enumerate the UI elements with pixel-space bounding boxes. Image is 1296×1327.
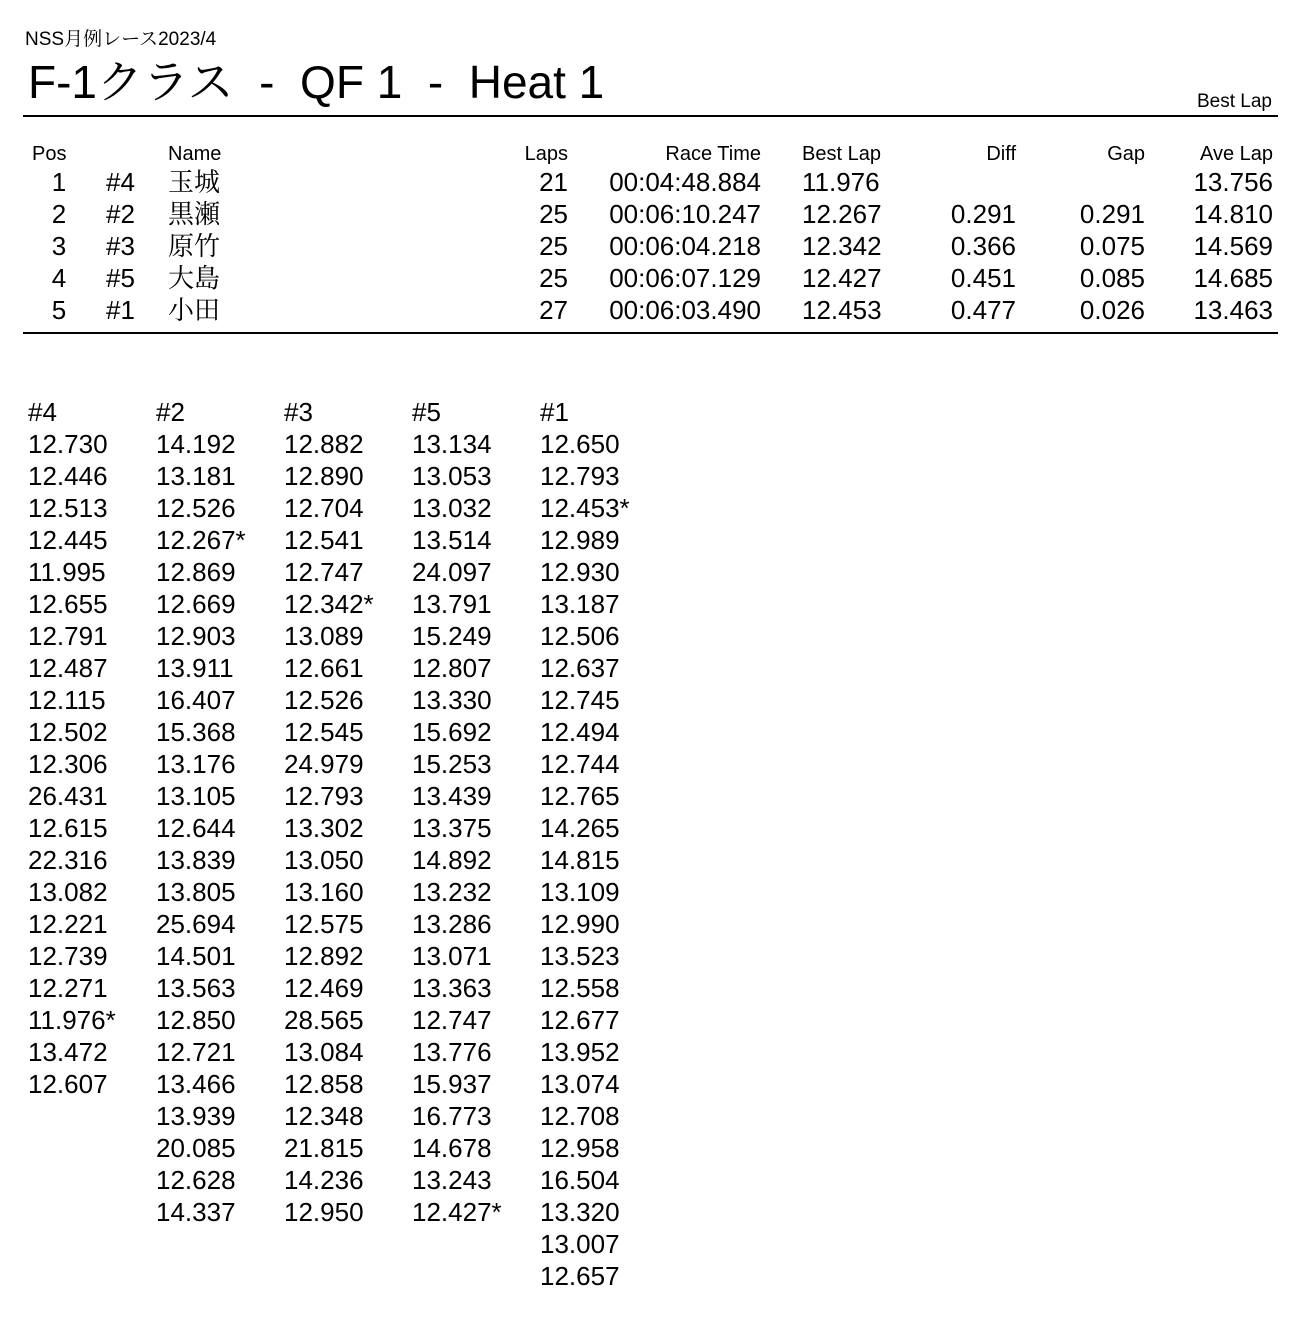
lap-time: 12.487 — [28, 653, 108, 683]
result-laps: 25 — [539, 231, 568, 261]
lap-column-car-number: #4 — [28, 397, 57, 427]
lap-time: 13.839 — [156, 845, 236, 875]
result-laps: 21 — [539, 167, 568, 197]
results-divider — [23, 332, 1278, 334]
lap-time: 12.575 — [284, 909, 364, 939]
lap-time: 12.513 — [28, 493, 108, 523]
lap-time: 12.747 — [284, 557, 364, 587]
result-best-lap: 12.453 — [802, 295, 882, 325]
lap-time: 13.109 — [540, 877, 620, 907]
lap-time: 12.669 — [156, 589, 236, 619]
result-driver-name: 黒瀬 — [168, 199, 221, 229]
lap-time: 13.791 — [412, 589, 492, 619]
lap-time: 13.375 — [412, 813, 492, 843]
lap-time: 12.445 — [28, 525, 108, 555]
lap-column-car-number: #5 — [412, 397, 441, 427]
lap-time: 12.903 — [156, 621, 236, 651]
lap-time: 21.815 — [284, 1133, 364, 1163]
lap-time: 13.302 — [284, 813, 364, 843]
lap-time: 13.466 — [156, 1069, 236, 1099]
page-title: F-1クラス - QF 1 - Heat 1 — [28, 56, 605, 108]
lap-time: 15.368 — [156, 717, 236, 747]
result-pos: 1 — [51, 167, 67, 197]
lap-time: 12.990 — [540, 909, 620, 939]
result-gap: 0.085 — [1079, 263, 1145, 293]
lap-time: 12.650 — [540, 429, 620, 459]
lap-time: 14.265 — [540, 813, 620, 843]
result-pos: 3 — [51, 231, 67, 261]
lap-time: 12.446 — [28, 461, 108, 491]
lap-time: 12.657 — [540, 1261, 620, 1291]
column-header-ave-lap: Ave Lap — [1199, 143, 1273, 165]
lap-time: 12.708 — [540, 1101, 620, 1131]
lap-time: 26.431 — [28, 781, 108, 811]
lap-time: 12.607 — [28, 1069, 108, 1099]
lap-time: 25.694 — [156, 909, 236, 939]
lap-time: 14.815 — [540, 845, 620, 875]
lap-time: 12.655 — [28, 589, 108, 619]
lap-time: 12.807 — [412, 653, 492, 683]
lap-column-car-number: #3 — [284, 397, 313, 427]
lap-time: 12.882 — [284, 429, 364, 459]
lap-time: 20.085 — [156, 1133, 236, 1163]
lap-time: 15.692 — [412, 717, 492, 747]
lap-column — [28, 396, 153, 1100]
lap-time: 14.337 — [156, 1197, 236, 1227]
lap-time: 12.545 — [284, 717, 364, 747]
lap-time: 13.363 — [412, 973, 492, 1003]
lap-time: 13.084 — [284, 1037, 364, 1067]
result-driver-name: 原竹 — [168, 231, 221, 261]
result-diff: 0.451 — [950, 263, 1016, 293]
lap-time: 12.306 — [28, 749, 108, 779]
lap-time: 12.221 — [28, 909, 108, 939]
lap-time: 12.793 — [284, 781, 364, 811]
result-ave-lap: 13.756 — [1193, 167, 1273, 197]
lap-time: 11.976* — [28, 1005, 116, 1035]
lap-time: 12.739 — [28, 941, 108, 971]
lap-time: 13.187 — [540, 589, 620, 619]
result-row — [0, 230, 1296, 262]
lap-time: 13.320 — [540, 1197, 620, 1227]
result-gap: 0.075 — [1079, 231, 1145, 261]
column-header-diff: Diff — [986, 143, 1016, 165]
result-driver-name: 玉城 — [168, 167, 221, 197]
lap-time: 12.989 — [540, 525, 620, 555]
lap-time: 14.236 — [284, 1165, 364, 1195]
result-race-time: 00:04:48.884 — [609, 167, 761, 197]
lap-time: 13.053 — [412, 461, 492, 491]
column-header-race-time: Race Time — [665, 143, 761, 165]
lap-time: 12.730 — [28, 429, 108, 459]
result-race-time: 00:06:07.129 — [609, 263, 761, 293]
lap-time: 13.071 — [412, 941, 492, 971]
column-header-pos: Pos — [32, 143, 67, 165]
lap-column — [284, 396, 409, 1228]
result-ave-lap: 13.463 — [1193, 295, 1273, 325]
result-ave-lap: 14.685 — [1193, 263, 1273, 293]
result-laps: 25 — [539, 263, 568, 293]
lap-time: 12.526 — [284, 685, 364, 715]
result-row — [0, 198, 1296, 230]
lap-time: 13.939 — [156, 1101, 236, 1131]
result-car-number: #2 — [106, 199, 135, 229]
result-pos: 2 — [51, 199, 67, 229]
lap-time: 13.232 — [412, 877, 492, 907]
result-car-number: #1 — [106, 295, 135, 325]
result-best-lap: 11.976 — [802, 167, 880, 197]
result-car-number: #5 — [106, 263, 135, 293]
result-laps: 27 — [539, 295, 568, 325]
lap-time: 12.721 — [156, 1037, 236, 1067]
lap-time: 12.747 — [412, 1005, 492, 1035]
lap-time: 12.541 — [284, 525, 364, 555]
lap-time: 12.502 — [28, 717, 108, 747]
lap-time: 12.628 — [156, 1165, 236, 1195]
lap-time: 12.558 — [540, 973, 620, 1003]
lap-column — [412, 396, 537, 1228]
lap-time: 13.160 — [284, 877, 364, 907]
lap-column — [156, 396, 281, 1228]
result-car-number: #4 — [106, 167, 135, 197]
result-ave-lap: 14.810 — [1193, 199, 1273, 229]
result-race-time: 00:06:03.490 — [609, 295, 761, 325]
result-gap: 0.026 — [1079, 295, 1145, 325]
lap-time: 15.249 — [412, 621, 492, 651]
lap-time: 12.793 — [540, 461, 620, 491]
result-row — [0, 262, 1296, 294]
lap-time: 12.115 — [28, 685, 106, 715]
result-race-time: 00:06:04.218 — [609, 231, 761, 261]
lap-time: 12.644 — [156, 813, 236, 843]
lap-time: 12.267* — [156, 525, 246, 555]
lap-time: 13.032 — [412, 493, 492, 523]
lap-time: 12.271 — [28, 973, 108, 1003]
lap-time: 22.316 — [28, 845, 108, 875]
result-pos: 4 — [51, 263, 67, 293]
result-pos: 5 — [51, 295, 67, 325]
result-ave-lap: 14.569 — [1193, 231, 1273, 261]
lap-time: 28.565 — [284, 1005, 364, 1035]
result-row — [0, 166, 1296, 198]
lap-time: 11.995 — [28, 557, 106, 587]
header-divider — [23, 115, 1278, 117]
lap-time: 12.615 — [28, 813, 108, 843]
lap-time: 16.504 — [540, 1165, 620, 1195]
lap-time: 14.892 — [412, 845, 492, 875]
lap-time: 13.082 — [28, 877, 108, 907]
result-best-lap: 12.267 — [802, 199, 882, 229]
lap-column-car-number: #2 — [156, 397, 185, 427]
result-race-time: 00:06:10.247 — [609, 199, 761, 229]
lap-time: 13.286 — [412, 909, 492, 939]
lap-time: 13.007 — [540, 1229, 620, 1259]
lap-time: 12.637 — [540, 653, 620, 683]
best-lap-legend: Best Lap — [1197, 91, 1272, 112]
lap-time: 12.427* — [412, 1197, 502, 1227]
lap-column-car-number: #1 — [540, 397, 569, 427]
lap-time: 12.506 — [540, 621, 620, 651]
lap-time: 12.342* — [284, 589, 374, 619]
lap-time: 13.911 — [156, 653, 234, 683]
lap-time: 12.745 — [540, 685, 620, 715]
lap-time: 12.958 — [540, 1133, 620, 1163]
lap-time: 12.858 — [284, 1069, 364, 1099]
result-best-lap: 12.342 — [802, 231, 882, 261]
lap-time: 13.243 — [412, 1165, 492, 1195]
lap-time: 12.661 — [284, 653, 364, 683]
lap-time: 13.105 — [156, 781, 236, 811]
lap-time: 13.776 — [412, 1037, 492, 1067]
column-header-name: Name — [168, 143, 222, 165]
lap-time: 13.074 — [540, 1069, 620, 1099]
lap-column — [540, 396, 665, 1292]
result-best-lap: 12.427 — [802, 263, 882, 293]
result-row — [0, 294, 1296, 326]
lap-time: 13.523 — [540, 941, 620, 971]
result-driver-name: 小田 — [168, 295, 221, 325]
results-table — [0, 142, 1296, 326]
lap-time: 15.253 — [412, 749, 492, 779]
results-header-row — [0, 142, 1296, 166]
lap-time: 12.950 — [284, 1197, 364, 1227]
lap-time: 13.472 — [28, 1037, 108, 1067]
lap-time: 13.134 — [412, 429, 492, 459]
lap-time: 13.563 — [156, 973, 236, 1003]
lap-time: 14.678 — [412, 1133, 492, 1163]
lap-time: 13.050 — [284, 845, 364, 875]
lap-time: 12.869 — [156, 557, 236, 587]
result-driver-name: 大島 — [168, 263, 221, 293]
result-diff: 0.366 — [950, 231, 1016, 261]
lap-time: 24.097 — [412, 557, 492, 587]
lap-time: 12.704 — [284, 493, 364, 523]
lap-time: 24.979 — [284, 749, 364, 779]
lap-time: 14.192 — [156, 429, 236, 459]
lap-time: 12.765 — [540, 781, 620, 811]
result-gap: 0.291 — [1079, 199, 1145, 229]
lap-time: 13.089 — [284, 621, 364, 651]
result-diff: 0.291 — [950, 199, 1016, 229]
lap-time: 13.952 — [540, 1037, 620, 1067]
lap-time: 12.677 — [540, 1005, 620, 1035]
lap-time: 13.514 — [412, 525, 492, 555]
result-laps: 25 — [539, 199, 568, 229]
lap-time: 14.501 — [156, 941, 236, 971]
lap-time: 15.937 — [412, 1069, 492, 1099]
lap-time: 13.181 — [156, 461, 236, 491]
result-diff: 0.477 — [950, 295, 1016, 325]
lap-time: 12.850 — [156, 1005, 236, 1035]
lap-time: 13.805 — [156, 877, 236, 907]
lap-time: 13.176 — [156, 749, 236, 779]
lap-time: 12.890 — [284, 461, 364, 491]
lap-time: 16.407 — [156, 685, 236, 715]
lap-time: 12.791 — [28, 621, 108, 651]
lap-time: 13.439 — [412, 781, 492, 811]
lap-time: 13.330 — [412, 685, 492, 715]
lap-time: 12.744 — [540, 749, 620, 779]
lap-time: 12.892 — [284, 941, 364, 971]
lap-time: 16.773 — [412, 1101, 492, 1131]
result-car-number: #3 — [106, 231, 135, 261]
lap-time: 12.494 — [540, 717, 620, 747]
column-header-laps: Laps — [524, 143, 568, 165]
event-subtitle: NSS月例レース2023/4 — [25, 29, 217, 50]
lap-time: 12.348 — [284, 1101, 364, 1131]
column-header-best-lap: Best Lap — [802, 143, 881, 165]
lap-time: 12.453* — [540, 493, 630, 523]
lap-time: 12.526 — [156, 493, 236, 523]
column-header-gap: Gap — [1107, 143, 1145, 165]
lap-time: 12.469 — [284, 973, 364, 1003]
lap-time: 12.930 — [540, 557, 620, 587]
